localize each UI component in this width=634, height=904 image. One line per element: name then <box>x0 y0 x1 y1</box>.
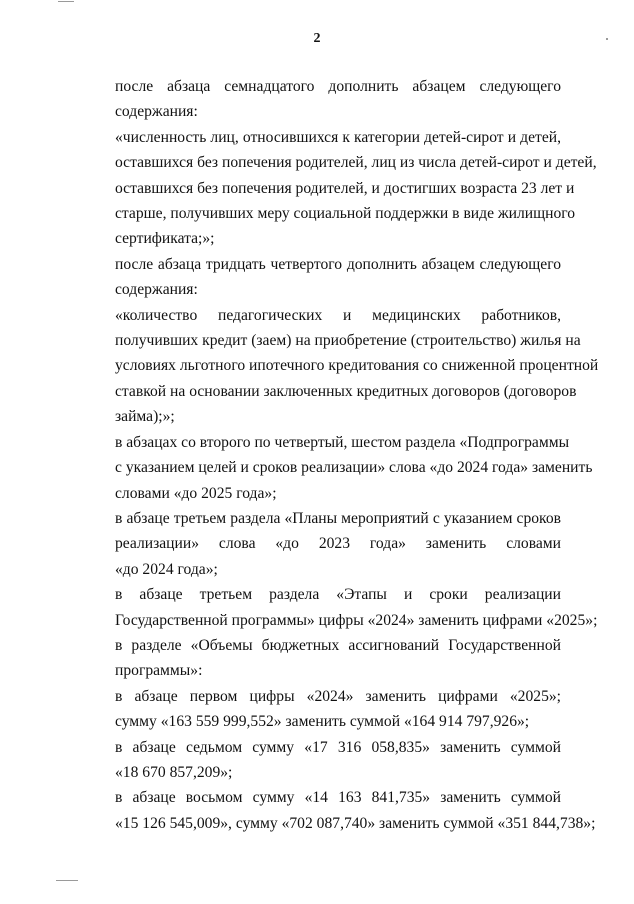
text-line: с указанием целей и сроков реализации» слова «до 2024 года» заменить <box>115 459 593 477</box>
text-line: в абзаце восьмом сумму «14 163 841,735» заменить суммой <box>115 789 561 807</box>
text-line: сумму «163 559 999,552» заменить суммой «164 914 797,926»; <box>115 713 530 731</box>
text-line: оставшихся без попечения родителей, и достигших возраста 23 лет и <box>115 179 575 197</box>
paragraph-11 <box>76 785 596 836</box>
text-line: в абзацах со второго по четвертый, шестом раздела «Подпрограммы <box>115 433 570 451</box>
paragraph-4 <box>76 303 599 430</box>
text-line: содержания: <box>115 103 198 121</box>
text-line: содержания: <box>115 281 198 299</box>
paragraph-2 <box>76 125 597 252</box>
text-line: условиях льготного ипотечного кредитования со сниженной процентной <box>115 357 599 375</box>
paragraph-8 <box>76 633 561 684</box>
paragraph-10 <box>76 735 561 786</box>
text-line: в разделе «Объемы бюджетных ассигнований Государственной <box>115 636 561 654</box>
document-body <box>76 74 599 836</box>
text-line: получивших кредит (заем) на приобретение (строительство) жилья на <box>115 332 581 350</box>
text-line: ставкой на основании заключенных кредитных договоров (договоров <box>115 382 577 400</box>
text-line: «численность лиц, относившихся к категории детей-сирот и детей, <box>115 128 561 146</box>
page-number: 2 <box>313 31 321 46</box>
text-line: после абзаца семнадцатого дополнить абзацем следующего <box>115 78 561 95</box>
text-line: словами «до 2025 года»; <box>115 484 277 502</box>
scan-mark-top-left <box>58 1 74 2</box>
text-line: после абзаца тридцать четвертого дополнить абзацем следующего <box>115 255 561 273</box>
text-line: займа);»; <box>115 408 175 426</box>
paragraph-7 <box>76 582 598 633</box>
text-line: реализации» слова «до 2023 года» заменить словами <box>115 535 561 553</box>
text-line: в абзаце третьем раздела «Этапы и сроки реализации <box>115 586 561 604</box>
scan-mark-bottom-left <box>56 880 78 881</box>
text-line: в абзаце третьем раздела «Планы мероприятий с указанием сроков <box>115 509 561 527</box>
text-line: «15 126 545,009», сумму «702 087,740» заменить суммой «351 844,738»; <box>115 814 596 832</box>
text-line: «до 2024 года»; <box>115 560 218 578</box>
paragraph-3 <box>76 252 561 303</box>
paragraph-5 <box>76 430 593 506</box>
text-line: программы»: <box>115 662 203 680</box>
text-line: «количество педагогических и медицинских работников, <box>115 306 561 324</box>
paragraph-9 <box>76 684 561 735</box>
text-line: оставшихся без попечения родителей, лиц из числа детей-сирот и детей, <box>115 154 597 172</box>
text-line: сертификата;»; <box>115 230 215 248</box>
text-line: в абзаце первом цифры «2024» заменить цифрами «2025»; <box>115 687 561 705</box>
text-line: Государственной программы» цифры «2024» заменить цифрами «2025»; <box>115 611 598 629</box>
text-line: старше, получивших меру социальной поддержки в виде жилищного <box>115 205 576 223</box>
paragraph-1 <box>76 74 561 125</box>
paragraph-6 <box>76 506 561 582</box>
text-line: «18 670 857,209»; <box>115 763 233 781</box>
text-line: в абзаце седьмом сумму «17 316 058,835» заменить суммой <box>115 738 561 756</box>
